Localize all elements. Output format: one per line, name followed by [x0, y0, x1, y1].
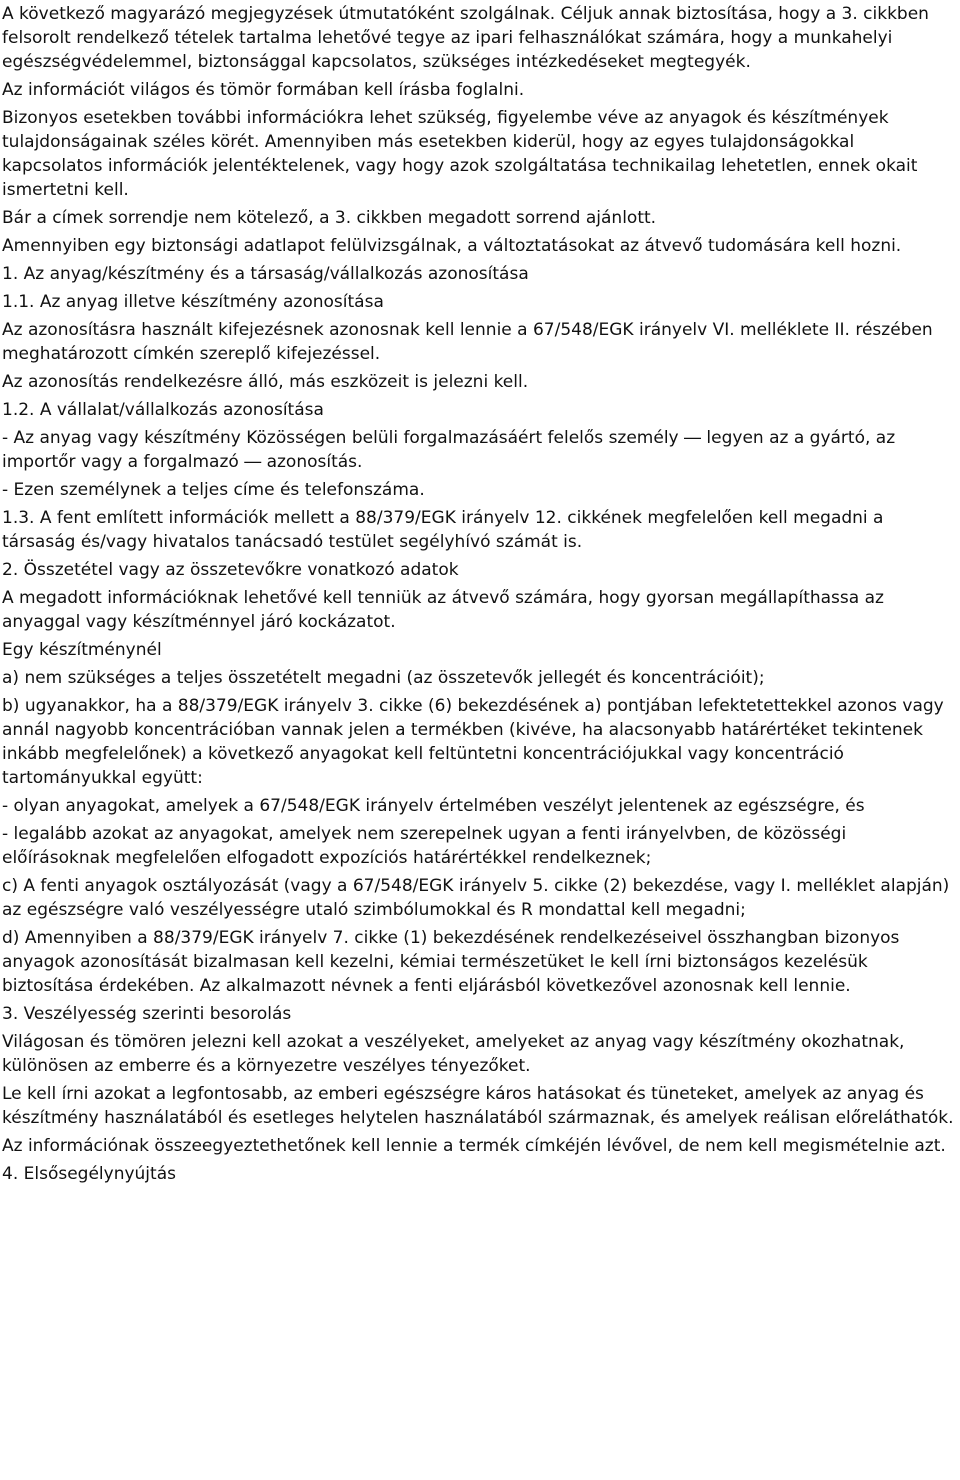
section-1-3-paragraph: 1.3. A fent említett információk mellett a 88/379/EGK irányelv 12. cikkének megfelelően kell megadni a társaság és/vagy hivatalos tanácsadó testület segélyhívó számát is.: [2, 508, 884, 552]
section-1-2-heading: 1.2. A vállalat/vállalkozás azonosítása: [2, 400, 324, 420]
preparation-label: Egy készítménynél: [2, 640, 162, 660]
item-a: a) nem szükséges a teljes összetételt megadni (az összetevők jellegét és koncentrációit);: [2, 668, 765, 688]
exposure-limit-item: - legalább azokat az anyagokat, amelyek nem szerepelnek ugyan a fenti irányelvben, de közösségi előírásoknak megfelelően elfogadott expozíciós határértékkel rendelkeznek;: [2, 824, 847, 868]
section-2-heading: 2. Összetétel vagy az összetevőkre vonatkozó adatok: [2, 560, 459, 580]
identification-means-paragraph: Az azonosítás rendelkezésre álló, más eszközeit is jelezni kell.: [2, 372, 529, 392]
responsible-person-item: - Az anyag vagy készítmény Közösségen belüli forgalmazásáért felelős személy ― legyen az a gyártó, az importőr vagy a forgalmazó ― azonosítás.: [2, 428, 896, 472]
hazards-paragraph: Világosan és tömören jelezni kell azokat a veszélyeket, amelyeket az anyag vagy készítmény okozhatnak, különösen az emberre és a környezetre veszélyes tényezőket.: [2, 1032, 905, 1076]
item-c: c) A fenti anyagok osztályozását (vagy a 67/548/EGK irányelv 5. cikke (2) bekezdése, vagy I. melléklet alapján) az egészségre való veszélyességre utaló szimbólumokkal és R mondattal kell megadni;: [2, 876, 950, 920]
composition-paragraph: A megadott információknak lehetővé kell tenniük az átvevő számára, hogy gyorsan megállapíthassa az anyaggal vagy készítménnyel járó kockázatot.: [2, 588, 884, 632]
label-consistency-paragraph: Az információnak összeegyeztethetőnek kell lennie a termék címkéjén lévővel, de nem kell megismételnie azt.: [2, 1136, 946, 1156]
additional-info-paragraph: Bizonyos esetekben további információkra lehet szükség, figyelembe véve az anyagok és készítmények tulajdonságainak széles körét. Amennyiben más esetekben kiderül, hogy az egyes tulajdonságokkal kapcsolatos információk jelentéktelenek, vagy hogy azok szolgáltatása technikailag lehetetlen, ennek okait ismertetni kell.: [2, 108, 918, 200]
intro-paragraph: A következő magyarázó megjegyzések útmutatóként szolgálnak. Céljuk annak biztosítása, hogy a 3. cikkben felsorolt rendelkező tételek tartalma lehetővé tegye az ipari felhasználókat számára, hogy a munkahelyi egészségvédelemmel, biztonsággal kapcsolatos, szükséges intézkedéseket megtegyék.: [2, 4, 929, 72]
hazardous-substances-item: - olyan anyagokat, amelyek a 67/548/EGK irányelv értelmében veszélyt jelentenek az egészségre, és: [2, 796, 865, 816]
health-effects-paragraph: Le kell írni azokat a legfontosabb, az emberi egészségre káros hatásokat és tüneteket, amelyek az anyag és készítmény használatából és esetleges helytelen használatából származnak, és amelyek reálisan előreláthatók.: [2, 1084, 954, 1128]
section-1-1-heading: 1.1. Az anyag illetve készítmény azonosítása: [2, 292, 384, 312]
revision-paragraph: Amennyiben egy biztonsági adatlapot felülvizsgálnak, a változtatásokat az átvevő tudomására kell hozni.: [2, 236, 902, 256]
item-d: d) Amennyiben a 88/379/EGK irányelv 7. cikke (1) bekezdésének rendelkezéseivel összhangban bizonyos anyagok azonosítását bizalmasan kell kezelni, kémiai természetüket le kell írni biztonságos kezelésük biztosítása érdekében. Az alkalmazott névnek a fenti eljárásból következővel azonosnak kell lennie.: [2, 928, 900, 996]
format-paragraph: Az információt világos és tömör formában kell írásba foglalni.: [2, 80, 525, 100]
section-3-heading: 3. Veszélyesség szerinti besorolás: [2, 1004, 292, 1024]
address-item: - Ezen személynek a teljes címe és telefonszáma.: [2, 480, 425, 500]
section-1-heading: 1. Az anyag/készítmény és a társaság/vállalkozás azonosítása: [2, 264, 529, 284]
identification-paragraph: Az azonosításra használt kifejezésnek azonosnak kell lennie a 67/548/EGK irányelv VI. melléklete II. részében meghatározott címkén szereplő kifejezéssel.: [2, 320, 933, 364]
order-paragraph: Bár a címek sorrendje nem kötelező, a 3. cikkben megadott sorrend ajánlott.: [2, 208, 657, 228]
section-4-heading: 4. Elsősegélynyújtás: [2, 1164, 176, 1184]
item-b: b) ugyanakkor, ha a 88/379/EGK irányelv 3. cikke (6) bekezdésének a) pontjában lefektetettekkel azonos vagy annál nagyobb koncentrációban vannak jelen a termékben (kivéve, ha alacsonyabb határértéket tekintenek inkább megfelelőnek) a következő anyagokat kell feltüntetni koncentrációjukkal vagy koncentráció tartományukkal együtt:: [2, 696, 944, 788]
